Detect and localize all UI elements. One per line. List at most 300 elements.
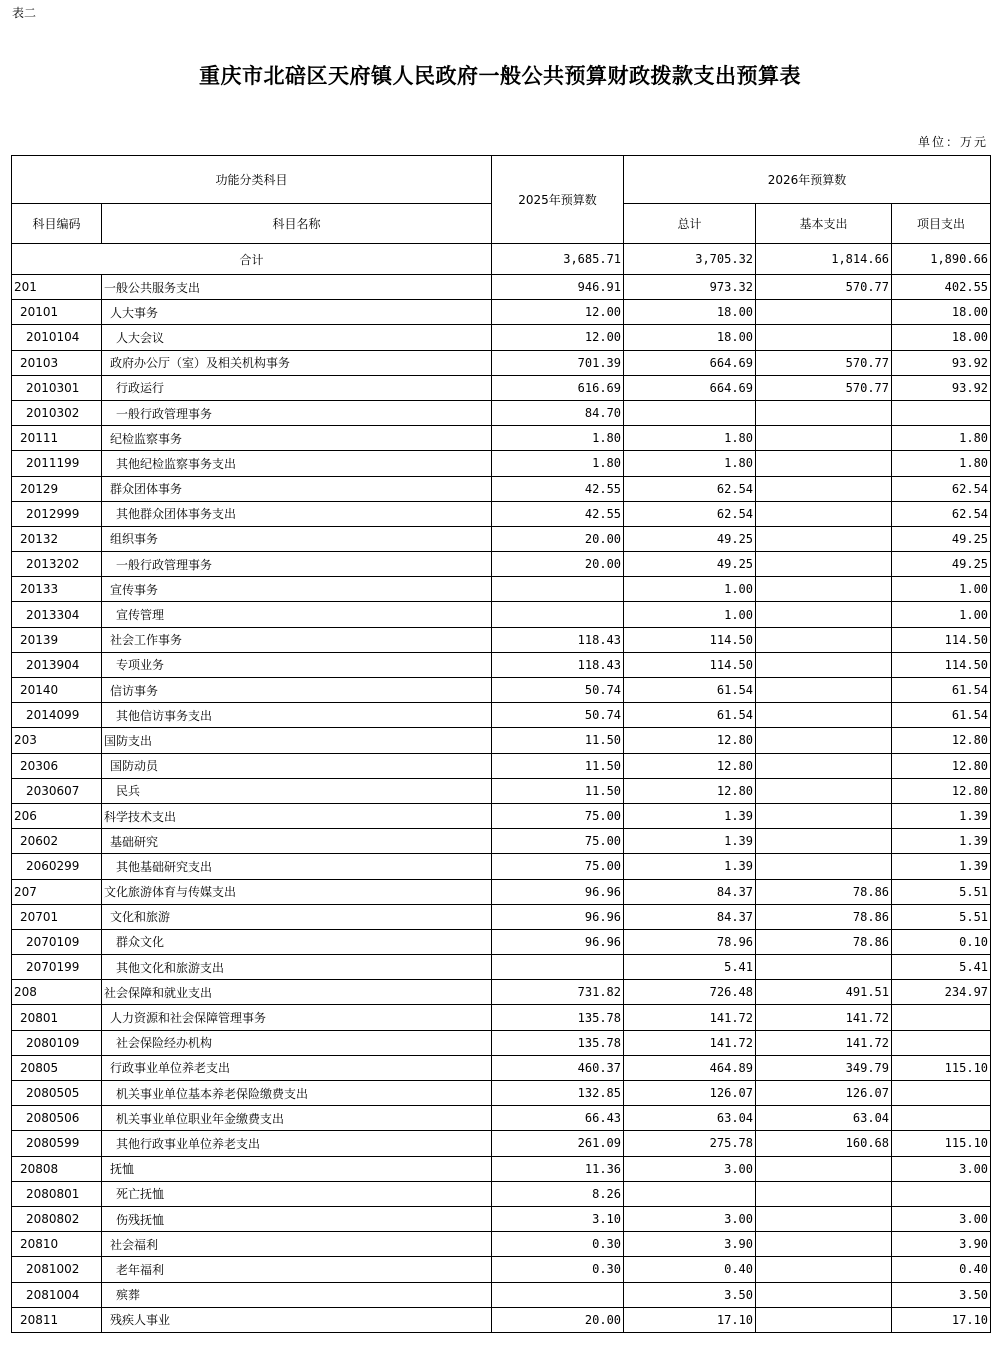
cell-total: 62.54 <box>624 501 756 526</box>
cell-code: 20139 <box>12 627 102 652</box>
cell-prev: 8.26 <box>492 1181 624 1206</box>
cell-prev: 132.85 <box>492 1081 624 1106</box>
cell-name: 行政事业单位养老支出 <box>102 1055 492 1080</box>
cell-total: 62.54 <box>624 476 756 501</box>
table-row <box>12 980 991 1005</box>
total-total: 3,705.32 <box>624 244 756 275</box>
cell-total: 17.10 <box>624 1307 756 1332</box>
cell-total: 275.78 <box>624 1131 756 1156</box>
cell-basic <box>756 627 892 652</box>
cell-prev: 3.10 <box>492 1206 624 1231</box>
cell-name: 残疾人事业 <box>102 1307 492 1332</box>
cell-name: 信访事务 <box>102 678 492 703</box>
cell-basic: 570.77 <box>756 350 892 375</box>
table-row <box>12 803 991 828</box>
cell-name: 人大会议 <box>102 325 492 350</box>
cell-prev: 946.91 <box>492 275 624 300</box>
cell-project: 93.92 <box>892 375 991 400</box>
table-row <box>12 1106 991 1131</box>
cell-project: 114.50 <box>892 652 991 677</box>
cell-prev: 11.50 <box>492 778 624 803</box>
cell-code: 20140 <box>12 678 102 703</box>
cell-basic <box>756 1232 892 1257</box>
cell-basic <box>756 1181 892 1206</box>
cell-basic <box>756 778 892 803</box>
cell-code: 206 <box>12 803 102 828</box>
cell-prev: 135.78 <box>492 1005 624 1030</box>
cell-total: 18.00 <box>624 325 756 350</box>
cell-name: 人大事务 <box>102 300 492 325</box>
cell-name: 宣传管理 <box>102 602 492 627</box>
cell-code: 2080599 <box>12 1131 102 1156</box>
cell-prev: 616.69 <box>492 375 624 400</box>
cell-code: 20810 <box>12 1232 102 1257</box>
cell-prev: 731.82 <box>492 980 624 1005</box>
cell-project <box>892 1030 991 1055</box>
cell-total: 0.40 <box>624 1257 756 1282</box>
cell-code: 2010301 <box>12 375 102 400</box>
cell-name: 文化旅游体育与传媒支出 <box>102 879 492 904</box>
cell-total: 973.32 <box>624 275 756 300</box>
cell-total: 141.72 <box>624 1005 756 1030</box>
cell-name: 其他文化和旅游支出 <box>102 955 492 980</box>
cell-project: 0.40 <box>892 1257 991 1282</box>
table-row <box>12 1030 991 1055</box>
cell-total: 49.25 <box>624 526 756 551</box>
cell-code: 207 <box>12 879 102 904</box>
cell-code: 203 <box>12 728 102 753</box>
cell-basic <box>756 703 892 728</box>
table-row <box>12 678 991 703</box>
table-row <box>12 501 991 526</box>
cell-project: 18.00 <box>892 325 991 350</box>
cell-total: 1.80 <box>624 451 756 476</box>
cell-total: 3.00 <box>624 1156 756 1181</box>
table-row <box>12 300 991 325</box>
cell-name: 文化和旅游 <box>102 904 492 929</box>
cell-total: 84.37 <box>624 904 756 929</box>
cell-name: 社会福利 <box>102 1232 492 1257</box>
cell-prev: 42.55 <box>492 501 624 526</box>
cell-total <box>624 400 756 425</box>
cell-project: 1.80 <box>892 451 991 476</box>
header-code: 科目编码 <box>12 204 102 244</box>
table-row <box>12 400 991 425</box>
cell-project: 5.51 <box>892 904 991 929</box>
cell-name: 其他纪检监察事务支出 <box>102 451 492 476</box>
cell-code: 2080505 <box>12 1081 102 1106</box>
cell-prev: 84.70 <box>492 400 624 425</box>
cell-basic: 63.04 <box>756 1106 892 1131</box>
table-row <box>12 1081 991 1106</box>
table-row <box>12 426 991 451</box>
header-prev-budget: 2025年预算数 <box>492 156 624 244</box>
cell-code: 2080506 <box>12 1106 102 1131</box>
cell-name: 其他信访事务支出 <box>102 703 492 728</box>
cell-basic <box>756 400 892 425</box>
cell-name: 宣传事务 <box>102 577 492 602</box>
cell-total: 664.69 <box>624 350 756 375</box>
cell-prev <box>492 1282 624 1307</box>
cell-name: 国防动员 <box>102 753 492 778</box>
cell-code: 20129 <box>12 476 102 501</box>
cell-prev: 701.39 <box>492 350 624 375</box>
cell-basic: 349.79 <box>756 1055 892 1080</box>
table-row <box>12 350 991 375</box>
cell-project <box>892 400 991 425</box>
cell-code: 20306 <box>12 753 102 778</box>
cell-project: 1.00 <box>892 602 991 627</box>
cell-prev: 0.30 <box>492 1232 624 1257</box>
cell-prev: 11.36 <box>492 1156 624 1181</box>
cell-total: 3.90 <box>624 1232 756 1257</box>
cell-name: 机关事业单位职业年金缴费支出 <box>102 1106 492 1131</box>
cell-basic: 141.72 <box>756 1030 892 1055</box>
cell-basic <box>756 451 892 476</box>
cell-name: 基础研究 <box>102 829 492 854</box>
cell-name: 殡葬 <box>102 1282 492 1307</box>
cell-total <box>624 1181 756 1206</box>
table-row <box>12 325 991 350</box>
header-function-category: 功能分类科目 <box>12 156 492 204</box>
cell-project: 5.51 <box>892 879 991 904</box>
cell-total: 1.80 <box>624 426 756 451</box>
cell-total: 78.96 <box>624 929 756 954</box>
cell-total: 1.00 <box>624 577 756 602</box>
cell-code: 2081004 <box>12 1282 102 1307</box>
budget-table <box>11 155 991 1333</box>
cell-code: 2080802 <box>12 1206 102 1231</box>
cell-basic <box>756 1282 892 1307</box>
cell-code: 20101 <box>12 300 102 325</box>
cell-basic <box>756 1307 892 1332</box>
table-row <box>12 728 991 753</box>
cell-name: 纪检监察事务 <box>102 426 492 451</box>
cell-basic <box>756 501 892 526</box>
cell-prev: 75.00 <box>492 854 624 879</box>
cell-basic <box>756 300 892 325</box>
cell-name: 政府办公厅（室）及相关机构事务 <box>102 350 492 375</box>
cell-total: 3.50 <box>624 1282 756 1307</box>
cell-name: 抚恤 <box>102 1156 492 1181</box>
cell-name: 社会工作事务 <box>102 627 492 652</box>
cell-project: 62.54 <box>892 501 991 526</box>
table-row <box>12 1307 991 1332</box>
total-basic: 1,814.66 <box>756 244 892 275</box>
table-row <box>12 1055 991 1080</box>
cell-basic: 78.86 <box>756 904 892 929</box>
cell-total: 664.69 <box>624 375 756 400</box>
cell-total: 464.89 <box>624 1055 756 1080</box>
cell-code: 20111 <box>12 426 102 451</box>
cell-project: 114.50 <box>892 627 991 652</box>
header-current-budget: 2026年预算数 <box>624 156 991 204</box>
cell-code: 2012999 <box>12 501 102 526</box>
cell-total: 141.72 <box>624 1030 756 1055</box>
header-basic: 基本支出 <box>756 204 892 244</box>
cell-total: 12.80 <box>624 778 756 803</box>
table-row <box>12 577 991 602</box>
table-row <box>12 552 991 577</box>
cell-prev: 20.00 <box>492 1307 624 1332</box>
cell-name: 行政运行 <box>102 375 492 400</box>
cell-prev: 460.37 <box>492 1055 624 1080</box>
cell-total: 5.41 <box>624 955 756 980</box>
cell-project: 234.97 <box>892 980 991 1005</box>
table-row <box>12 476 991 501</box>
cell-name: 一般行政管理事务 <box>102 552 492 577</box>
cell-prev: 135.78 <box>492 1030 624 1055</box>
table-row <box>12 275 991 300</box>
cell-project: 115.10 <box>892 1055 991 1080</box>
cell-code: 2070109 <box>12 929 102 954</box>
total-prev: 3,685.71 <box>492 244 624 275</box>
cell-project: 402.55 <box>892 275 991 300</box>
table-row <box>12 1156 991 1181</box>
cell-name: 其他行政事业单位养老支出 <box>102 1131 492 1156</box>
total-project: 1,890.66 <box>892 244 991 275</box>
cell-code: 2013202 <box>12 552 102 577</box>
cell-project: 62.54 <box>892 476 991 501</box>
cell-code: 20805 <box>12 1055 102 1080</box>
cell-prev: 96.96 <box>492 879 624 904</box>
cell-name: 老年福利 <box>102 1257 492 1282</box>
cell-code: 2014099 <box>12 703 102 728</box>
cell-basic: 160.68 <box>756 1131 892 1156</box>
cell-project: 61.54 <box>892 678 991 703</box>
table-row <box>12 778 991 803</box>
cell-code: 2030607 <box>12 778 102 803</box>
cell-total: 1.39 <box>624 829 756 854</box>
cell-code: 20103 <box>12 350 102 375</box>
cell-project: 1.00 <box>892 577 991 602</box>
cell-basic <box>756 854 892 879</box>
cell-code: 208 <box>12 980 102 1005</box>
cell-basic <box>756 728 892 753</box>
table-row <box>12 904 991 929</box>
cell-code: 2081002 <box>12 1257 102 1282</box>
cell-prev: 66.43 <box>492 1106 624 1131</box>
cell-basic: 78.86 <box>756 879 892 904</box>
cell-code: 20808 <box>12 1156 102 1181</box>
cell-code: 20701 <box>12 904 102 929</box>
cell-project: 3.00 <box>892 1206 991 1231</box>
cell-name: 社会保险经办机构 <box>102 1030 492 1055</box>
cell-name: 一般公共服务支出 <box>102 275 492 300</box>
cell-prev: 11.50 <box>492 753 624 778</box>
table-row <box>12 1232 991 1257</box>
cell-project: 3.90 <box>892 1232 991 1257</box>
cell-code: 20132 <box>12 526 102 551</box>
cell-basic: 141.72 <box>756 1005 892 1030</box>
cell-code: 20801 <box>12 1005 102 1030</box>
cell-project: 0.10 <box>892 929 991 954</box>
cell-name: 专项业务 <box>102 652 492 677</box>
cell-prev <box>492 577 624 602</box>
cell-project: 1.39 <box>892 803 991 828</box>
cell-name: 群众团体事务 <box>102 476 492 501</box>
table-row <box>12 526 991 551</box>
cell-total: 114.50 <box>624 627 756 652</box>
cell-project: 3.50 <box>892 1282 991 1307</box>
cell-basic <box>756 1257 892 1282</box>
cell-prev: 50.74 <box>492 678 624 703</box>
cell-prev: 118.43 <box>492 627 624 652</box>
cell-name: 一般行政管理事务 <box>102 400 492 425</box>
cell-name: 群众文化 <box>102 929 492 954</box>
table-row <box>12 929 991 954</box>
cell-total: 61.54 <box>624 678 756 703</box>
cell-name: 其他群众团体事务支出 <box>102 501 492 526</box>
cell-code: 201 <box>12 275 102 300</box>
cell-name: 民兵 <box>102 778 492 803</box>
cell-basic: 126.07 <box>756 1081 892 1106</box>
cell-basic <box>756 829 892 854</box>
cell-name: 其他基础研究支出 <box>102 854 492 879</box>
cell-basic <box>756 526 892 551</box>
header-total: 总计 <box>624 204 756 244</box>
cell-total: 114.50 <box>624 652 756 677</box>
total-row <box>12 244 991 275</box>
cell-total: 1.39 <box>624 803 756 828</box>
cell-prev: 96.96 <box>492 904 624 929</box>
cell-prev: 96.96 <box>492 929 624 954</box>
cell-project: 12.80 <box>892 753 991 778</box>
cell-basic <box>756 476 892 501</box>
cell-basic <box>756 325 892 350</box>
cell-prev: 20.00 <box>492 526 624 551</box>
cell-name: 社会保障和就业支出 <box>102 980 492 1005</box>
cell-basic <box>756 577 892 602</box>
cell-basic <box>756 602 892 627</box>
cell-total: 1.39 <box>624 854 756 879</box>
table-row <box>12 1257 991 1282</box>
cell-total: 1.00 <box>624 602 756 627</box>
total-label: 合计 <box>12 244 492 275</box>
cell-project: 1.80 <box>892 426 991 451</box>
cell-total: 726.48 <box>624 980 756 1005</box>
cell-prev: 42.55 <box>492 476 624 501</box>
table-row <box>12 375 991 400</box>
cell-basic <box>756 955 892 980</box>
table-row <box>12 955 991 980</box>
cell-basic <box>756 803 892 828</box>
cell-project <box>892 1106 991 1131</box>
unit-label: 单位：万元 <box>917 135 988 149</box>
cell-prev: 11.50 <box>492 728 624 753</box>
table-row <box>12 627 991 652</box>
cell-code: 20133 <box>12 577 102 602</box>
header-project: 项目支出 <box>892 204 991 244</box>
cell-project: 12.80 <box>892 728 991 753</box>
cell-project: 17.10 <box>892 1307 991 1332</box>
cell-code: 2080109 <box>12 1030 102 1055</box>
cell-prev: 75.00 <box>492 803 624 828</box>
cell-total: 12.80 <box>624 753 756 778</box>
cell-prev <box>492 602 624 627</box>
table-row <box>12 703 991 728</box>
cell-total: 61.54 <box>624 703 756 728</box>
cell-total: 63.04 <box>624 1106 756 1131</box>
cell-code: 2060299 <box>12 854 102 879</box>
cell-prev: 261.09 <box>492 1131 624 1156</box>
cell-basic: 491.51 <box>756 980 892 1005</box>
cell-prev: 0.30 <box>492 1257 624 1282</box>
cell-total: 3.00 <box>624 1206 756 1231</box>
cell-project: 115.10 <box>892 1131 991 1156</box>
table-row <box>12 602 991 627</box>
cell-basic: 570.77 <box>756 275 892 300</box>
cell-code: 2010104 <box>12 325 102 350</box>
table-row <box>12 879 991 904</box>
table-row <box>12 451 991 476</box>
cell-project: 49.25 <box>892 526 991 551</box>
cell-basic <box>756 652 892 677</box>
cell-name: 机关事业单位基本养老保险缴费支出 <box>102 1081 492 1106</box>
cell-basic <box>756 426 892 451</box>
cell-total: 84.37 <box>624 879 756 904</box>
cell-basic <box>756 678 892 703</box>
cell-prev: 12.00 <box>492 300 624 325</box>
cell-basic: 78.86 <box>756 929 892 954</box>
cell-project: 12.80 <box>892 778 991 803</box>
table-row <box>12 1131 991 1156</box>
table-row <box>12 1005 991 1030</box>
cell-project: 1.39 <box>892 854 991 879</box>
cell-project <box>892 1081 991 1106</box>
header-name: 科目名称 <box>102 204 492 244</box>
cell-basic <box>756 1156 892 1181</box>
cell-prev: 50.74 <box>492 703 624 728</box>
cell-project: 61.54 <box>892 703 991 728</box>
cell-prev: 1.80 <box>492 451 624 476</box>
cell-project: 49.25 <box>892 552 991 577</box>
cell-basic <box>756 753 892 778</box>
cell-name: 人力资源和社会保障管理事务 <box>102 1005 492 1030</box>
cell-code: 2011199 <box>12 451 102 476</box>
cell-name: 组织事务 <box>102 526 492 551</box>
cell-prev: 1.80 <box>492 426 624 451</box>
table-row <box>12 854 991 879</box>
table-row <box>12 829 991 854</box>
table-row <box>12 1181 991 1206</box>
cell-basic: 570.77 <box>756 375 892 400</box>
cell-project: 1.39 <box>892 829 991 854</box>
cell-code: 2013904 <box>12 652 102 677</box>
table-row <box>12 652 991 677</box>
cell-total: 49.25 <box>624 552 756 577</box>
cell-total: 12.80 <box>624 728 756 753</box>
table-row <box>12 753 991 778</box>
cell-name: 伤残抚恤 <box>102 1206 492 1231</box>
cell-project: 18.00 <box>892 300 991 325</box>
page-title: 重庆市北碚区天府镇人民政府一般公共预算财政拨款支出预算表 <box>199 63 801 88</box>
cell-prev <box>492 955 624 980</box>
cell-code: 20602 <box>12 829 102 854</box>
cell-project: 93.92 <box>892 350 991 375</box>
cell-prev: 118.43 <box>492 652 624 677</box>
cell-project <box>892 1005 991 1030</box>
table-row <box>12 1282 991 1307</box>
cell-code: 20811 <box>12 1307 102 1332</box>
cell-code: 2070199 <box>12 955 102 980</box>
table-body <box>12 244 991 1333</box>
cell-name: 国防支出 <box>102 728 492 753</box>
cell-code: 2013304 <box>12 602 102 627</box>
cell-basic <box>756 552 892 577</box>
table-number-label: 表二 <box>12 6 37 20</box>
cell-project: 3.00 <box>892 1156 991 1181</box>
